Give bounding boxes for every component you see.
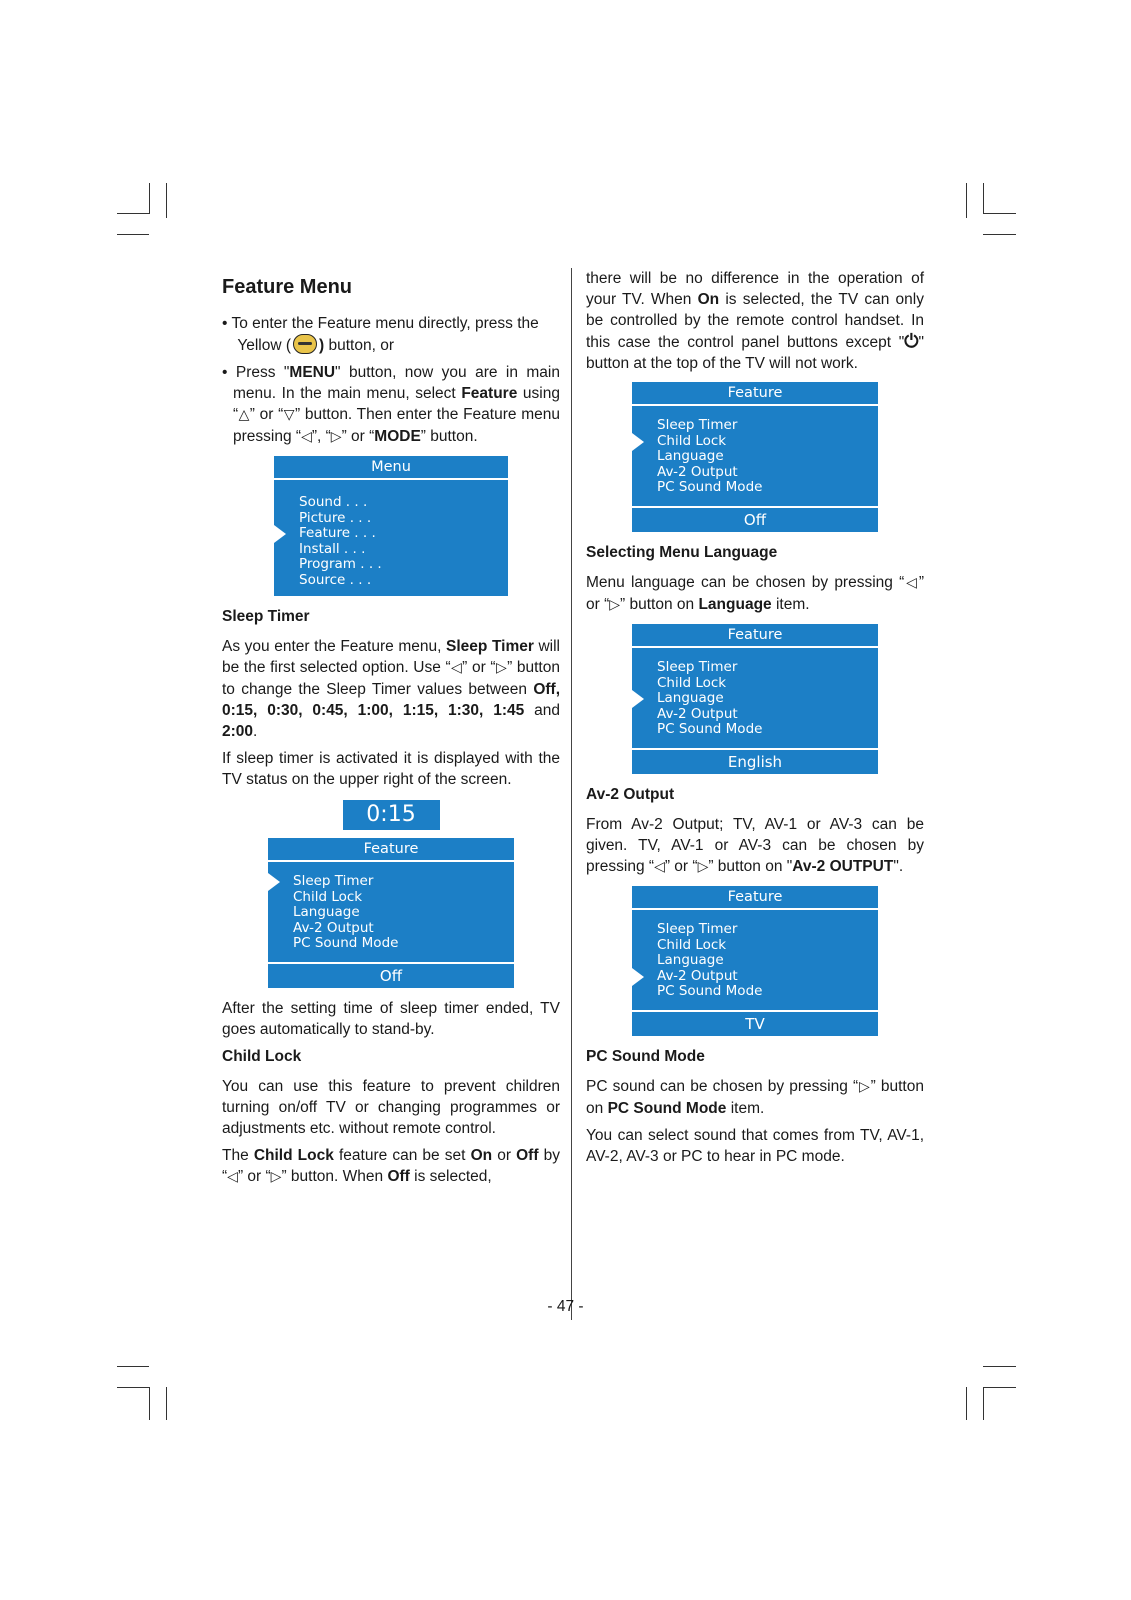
crop-mark — [983, 1387, 1016, 1388]
osd-title: Menu — [274, 456, 508, 480]
selection-pointer-icon — [632, 433, 644, 451]
crop-mark — [966, 183, 967, 218]
osd-menu-item: PC Sound Mode — [657, 983, 763, 1000]
left-arrow-icon: ◁ — [227, 1168, 238, 1185]
feature-osd-av2-output — [632, 886, 878, 1036]
osd-menu-item: Av-2 Output — [657, 705, 738, 722]
osd-value: TV — [632, 1010, 878, 1036]
osd-menu-item: Language — [657, 952, 724, 969]
right-arrow-icon: ▷ — [697, 858, 709, 875]
selection-pointer-icon — [632, 968, 644, 986]
osd-menu-item: Sleep Timer — [657, 658, 738, 675]
selection-pointer-icon — [274, 525, 286, 543]
right-arrow-icon: ▷ — [270, 1168, 282, 1185]
selection-pointer-icon — [268, 873, 280, 891]
section-title: Feature Menu — [222, 276, 353, 298]
crop-mark — [966, 1387, 967, 1420]
left-column — [222, 268, 560, 1194]
av2-output-heading: Av-2 Output — [586, 785, 675, 803]
osd-menu-item: Child Lock — [657, 936, 727, 953]
osd-menu-item: Source . . . — [299, 571, 372, 588]
feature-osd-child-lock — [632, 382, 878, 532]
right-column — [586, 268, 924, 1173]
osd-menu-item: Language — [293, 904, 360, 921]
crop-mark — [117, 1366, 149, 1367]
osd-menu-item: Sleep Timer — [657, 920, 738, 937]
osd-menu-item: Av-2 Output — [657, 967, 738, 984]
osd-item-list — [632, 648, 878, 748]
osd-title: Feature — [632, 886, 878, 910]
right-arrow-icon: ▷ — [609, 596, 621, 613]
crop-mark — [117, 234, 149, 235]
osd-title: Feature — [268, 838, 514, 862]
language-paragraph: Menu language can be chosen by pressing “◁” or “▷” button on Language item. — [586, 573, 924, 613]
crop-mark — [149, 183, 150, 214]
selection-pointer-icon — [632, 690, 644, 708]
language-heading: Selecting Menu Language — [586, 543, 778, 561]
crop-mark — [166, 1387, 167, 1420]
child-lock-heading: Child Lock — [222, 1047, 302, 1065]
child-lock-continued-paragraph: there will be no difference in the operation of your TV. When On is selected, the TV can only be controlled by the remote control handset. In this case the control panel buttons except "⏻" button at the top of the TV will not work. — [586, 270, 924, 372]
osd-menu-item: Language — [657, 690, 724, 707]
osd-value: English — [632, 748, 878, 774]
osd-value: Off — [268, 962, 514, 988]
left-arrow-icon: ◁ — [904, 574, 919, 591]
osd-menu-item: Picture . . . — [299, 509, 372, 526]
osd-menu-item: Child Lock — [657, 432, 727, 449]
osd-title: Feature — [632, 624, 878, 648]
left-arrow-icon: ◁ — [654, 858, 665, 875]
crop-mark — [983, 1366, 1016, 1367]
osd-title: Feature — [632, 382, 878, 406]
yellow-button-icon — [293, 334, 317, 354]
sleep-timer-end-paragraph: After the setting time of sleep timer ended, TV goes automatically to stand-by. — [222, 999, 560, 1038]
pc-sound-heading: PC Sound Mode — [586, 1047, 705, 1065]
left-arrow-icon: ◁ — [301, 429, 312, 445]
page-number: - 47 - — [547, 1298, 584, 1315]
osd-menu-item: PC Sound Mode — [657, 721, 763, 738]
power-icon: ⏻ — [904, 331, 919, 352]
crop-mark — [117, 1387, 149, 1388]
osd-menu-item: Install . . . — [299, 540, 366, 557]
crop-mark — [149, 1387, 150, 1420]
feature-osd-sleep-timer — [268, 838, 514, 988]
pc-sound-paragraph-2: You can select sound that comes from TV, AV-1, AV-2, AV-3 or PC to hear in PC mode. — [586, 1126, 924, 1165]
osd-menu-item: Av-2 Output — [293, 919, 374, 936]
pc-sound-paragraph-1: PC sound can be chosen by pressing “▷” button on PC Sound Mode item. — [586, 1077, 924, 1117]
av2-output-paragraph: From Av-2 Output; TV, AV-1 or AV-3 can be given. TV, AV-1 or AV-3 can be chosen by pressing “◁” or “▷” button on "Av-2 OUTPUT". — [586, 815, 924, 875]
osd-menu-item: PC Sound Mode — [657, 479, 763, 496]
osd-item-list — [268, 862, 514, 962]
osd-menu-item: Child Lock — [657, 674, 727, 691]
sleep-timer-status-paragraph: If sleep timer is activated it is displayed with the TV status on the upper right of the screen. — [222, 750, 560, 788]
right-arrow-icon: ▷ — [495, 660, 508, 676]
osd-menu-item: Program . . . — [299, 556, 382, 573]
osd-menu-item: Av-2 Output — [657, 463, 738, 480]
feature-osd-language — [632, 624, 878, 774]
crop-mark — [983, 1387, 984, 1420]
crop-mark — [983, 234, 1016, 235]
menu-bullet: • Press "MENU" button, now you are in main menu. In the main menu, select Feature using “△” or “▽” button. Then enter the Feature menu pressing “◁”, “▷” or “MODE” button. — [222, 364, 560, 445]
crop-mark — [166, 183, 167, 218]
intro-bullet: • To enter the Feature menu directly, press the Yellow ( ) button, or — [222, 315, 539, 354]
osd-value: Off — [632, 506, 878, 532]
right-arrow-icon: ▷ — [858, 1078, 871, 1095]
sleep-timer-display: 0:15 — [343, 800, 440, 830]
crop-mark — [117, 213, 149, 214]
left-arrow-icon: ◁ — [450, 660, 463, 676]
osd-menu-item: PC Sound Mode — [293, 935, 399, 952]
right-arrow-icon: ▷ — [330, 429, 342, 445]
sleep-timer-paragraph: As you enter the Feature menu, Sleep Timer will be the first selected option. Use “◁” or “▷” button to change the Sleep Timer values between Off, 0:15, 0:30, 0:45, 1:00, 1:15, 1:30, 1:45 and 2:00. — [222, 638, 561, 740]
osd-item-list — [632, 910, 878, 1010]
up-arrow-icon: △ — [238, 407, 250, 423]
sleep-timer-heading: Sleep Timer — [222, 608, 310, 625]
osd-menu-item: Sleep Timer — [293, 873, 374, 889]
osd-item-list — [274, 480, 508, 599]
crop-mark — [983, 213, 1016, 214]
crop-mark — [983, 183, 984, 214]
osd-menu-item: Feature . . . — [299, 525, 376, 542]
main-menu-osd — [274, 456, 508, 596]
osd-menu-item: Sleep Timer — [657, 417, 738, 433]
osd-menu-item: Sound . . . — [299, 494, 368, 510]
column-divider — [571, 268, 572, 1320]
child-lock-paragraph-1: You can use this feature to prevent children turning on/off TV or changing programmes or adjustments etc. without remote control. — [222, 1077, 560, 1137]
osd-item-list — [632, 406, 878, 506]
osd-menu-item: Language — [657, 448, 724, 465]
child-lock-paragraph-2: The Child Lock feature can be set On or Off by “◁” or “▷” button. When Off is selected, — [222, 1146, 560, 1185]
osd-menu-item: Child Lock — [293, 888, 363, 905]
down-arrow-icon: ▽ — [283, 407, 295, 423]
